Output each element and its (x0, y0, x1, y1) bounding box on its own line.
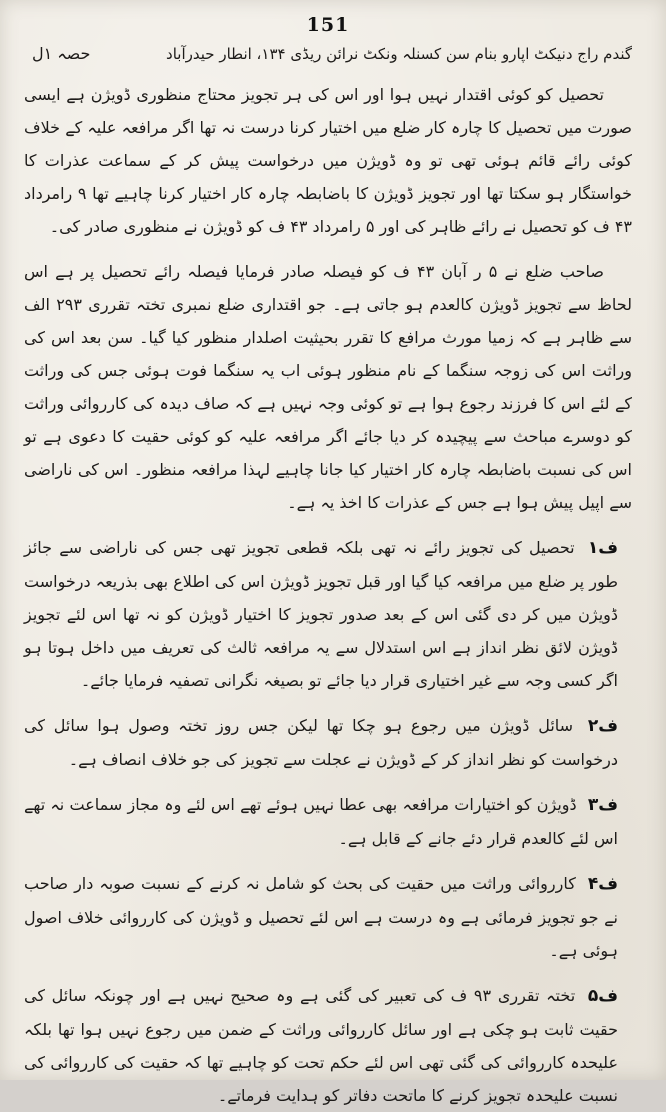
paragraph (24, 255, 632, 519)
page-header (24, 14, 632, 72)
ground-marker: ف۳ (587, 795, 618, 815)
ground-item (24, 867, 632, 967)
document-body (24, 78, 632, 1112)
paragraph-text: کارروائی وراثت میں حقیت کی بحث کو شامل نہ کرنے کے نسبت صوبہ دار صاحب نے جو تجویز فرمائی ہے وہ درست ہے اس لئے تحصیل و ڈویژن کی کارروائی خلاف اصول ہوئی ہے۔ (24, 874, 618, 960)
ground-item (24, 709, 632, 776)
ground-item (24, 979, 632, 1112)
paragraph-text: تختہ تقرری ۹۳ ف کی تعبیر کی گئی ہے وہ صحیح نہیں ہے اور چونکہ سائل کی حقیت ثابت ہو چکی ہے اور سائل کارروائی وراثت کے ضمن میں رجوع نہیں ہوا تھا بلکہ علیحدہ کارروائی کی گئی تھی اس لئے حکم تحت کو چاہیے تھا کہ حقیت کی کارروائی کی نسبت علیحدہ تجویز کرنے کا ماتحت دفاتر کو ہدایت فرماتے۔ (24, 986, 618, 1105)
paragraph-text: صاحب ضلع نے ۵ ر آبان ۴۳ ف کو فیصلہ صادر فرمایا فیصلہ رائے تحصیل پر ہے اس لحاظ سے تجویز ڈویژن کالعدم ہو جاتی ہے۔ جو اقتداری ضلع نمبری تختہ تقرری ۲۹۳ الف سے ظاہر ہے کہ زمیا مورث مرافع کا تقرر بحیثیت اصلدار منظور کیا گیا۔ سن بعد اس کی وراثت اس کی زوجہ سنگما کے نام منظور ہوئی اب یہ سنگما فوت ہوئی جس کی وراثت کے لئے اس کا فرزند رجوع ہوا ہے تو کوئی وجہ نہیں ہے کہ صاف دیدہ کی کارروائی وراثت کو دوسرے مباحث سے پیچیدہ کر دیا جائے اگر مرافعہ علیہ کو کوئی حقیت کا دعوی ہے تو اس کی نسبت باضابطہ چارہ کار اختیار کیا جانا چاہیے لہذا مرافعہ منظور۔ اس کی ناراضی سے اپیل پیش ہوا ہے جس کے عذرات کا اخذ یہ ہے۔ (24, 262, 633, 512)
page-number: 151 (306, 14, 350, 36)
paragraph-text: ڈویژن کو اختیارات مرافعہ بھی عطا نہیں ہوئے تھے اس لئے وہ مجاز سماعت نہ تھے اس لئے کالعدم قرار دئے جانے کے قابل ہے۔ (24, 795, 618, 848)
part-label: حصہ ۱ل (32, 44, 91, 63)
case-title: گندم راج دنیکٹ اپارو بنام سن کسنلہ ونکٹ نرائن ریڈی ۱۳۴، انطار حیدرآباد (166, 45, 632, 63)
ground-item (24, 788, 632, 855)
paragraph-text: تحصیل کی تجویز رائے نہ تھی بلکہ قطعی تجویز تھی جس کی ناراضی سے جائز طور پر ضلع میں مرافعہ کیا گیا اور قبل تجویز ڈویژن اس کی اطلاع بھی بذریعہ درخواست ڈویژن میں کر دی گئی اس کے بعد صدور تجویز کا اختیار ڈویژن کو نہ تھا اس لئے تجویز ڈویژن لائق نظر انداز ہے اس استدلال سے یہ مرافعہ ثالث کی تعریف میں داخل ہوتا ہو اگر کسی وجہ سے غیر اختیاری قرار دیا جائے تو بصیغہ نگرانی تصفیہ فرمایا جائے۔ (24, 538, 618, 690)
paragraph (24, 78, 632, 243)
paragraph-text: تحصیل کو کوئی اقتدار نہیں ہوا اور اس کی ہر تجویز محتاج منظوری ڈویژن ہے ایسی صورت میں تحصیل کا چارہ کار ضلع میں اختیار کرنا درست نہ تھا اگر مرافعہ علیہ کے خلاف کوئی رائے قائم ہوئی تھی تو وہ ڈویژن میں درخواست پیش کر کے سماعت عذرات کا خواستگار ہو سکتا تھا اور تجویز ڈویژن کا باضابطہ چارہ کار اختیار کرنا چاہیے تھا ۹ رامرداد ۴۳ ف کو تحصیل نے رائے ظاہر کی اور ۵ رامرداد ۴۳ ف کو ڈویژن نے منظوری صادر کی۔ (24, 85, 632, 236)
ground-marker: ف۵ (587, 986, 618, 1006)
running-header (24, 44, 632, 63)
paragraph-text: سائل ڈویژن میں رجوع ہو چکا تھا لیکن جس روز تختہ وصول ہوا سائل کی درخواست کو نظر انداز کر کے ڈویژن نے عجلت سے تجویز کی جو خلاف انصاف ہے۔ (24, 716, 618, 769)
ground-marker: ف۲ (587, 716, 618, 736)
ground-item (24, 531, 632, 697)
ground-marker: ف۱ (587, 538, 618, 558)
ground-marker: ف۴ (587, 874, 619, 894)
